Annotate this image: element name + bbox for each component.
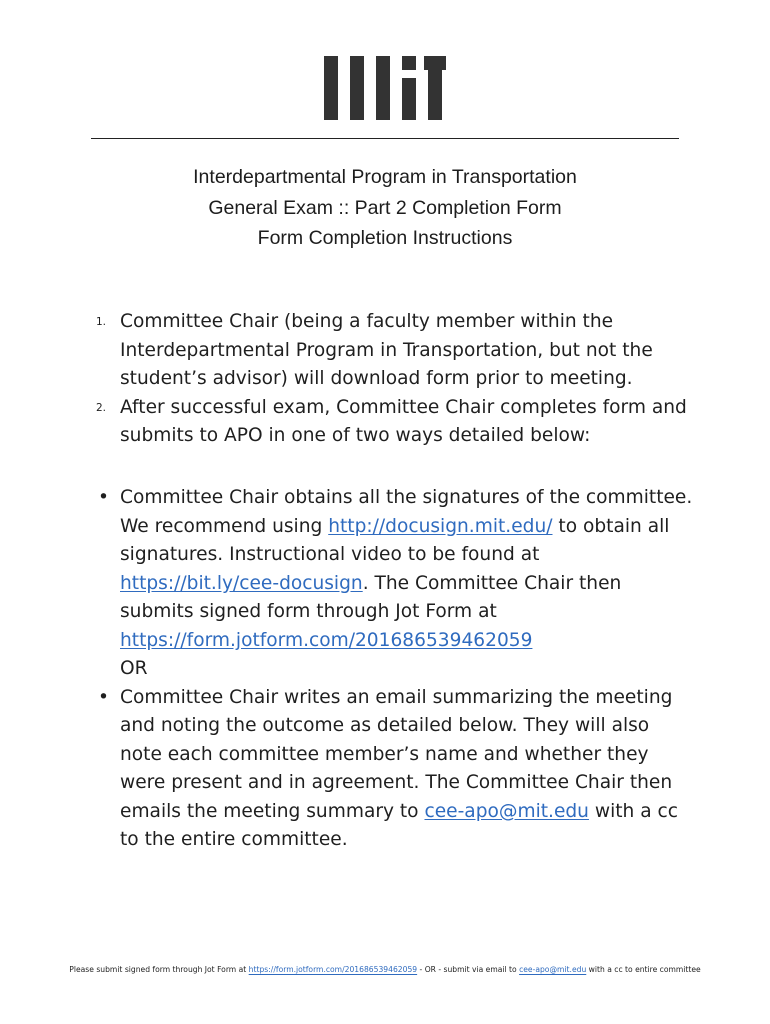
step-item	[96, 308, 676, 394]
step-text-line: Committee Chair (being a faculty member within the	[120, 311, 614, 332]
mit-logo-bar	[324, 56, 338, 120]
mit-logo-bar	[402, 56, 416, 70]
footer-text: - OR - submit via email to	[417, 965, 520, 974]
mit-logo-bar	[350, 56, 364, 120]
option-text-line: and noting the outcome as detailed below. They will also	[120, 715, 650, 736]
mit-logo	[324, 56, 446, 120]
option-text-line: Committee Chair writes an email summarizing the meeting	[120, 686, 673, 708]
option-text-line	[120, 798, 696, 827]
footer-jotform-link[interactable]: https://form.jotform.com/201686539462059	[248, 965, 418, 974]
or-separator: OR	[120, 658, 148, 679]
program-title: Interdepartmental Program in Transportation	[193, 166, 577, 188]
docusign-link[interactable]: http://docusign.mit.edu/	[328, 515, 553, 537]
page-footer	[0, 963, 770, 977]
footer-text: with a cc to entire committee	[586, 965, 701, 974]
option-text-line: to the entire committee.	[120, 829, 348, 850]
footer-email-link[interactable]: cee-apo@mit.edu	[519, 965, 587, 974]
video-link[interactable]: https://bit.ly/cee-docusign	[120, 572, 363, 594]
instructions-title: Form Completion Instructions	[257, 227, 513, 249]
jotform-link[interactable]: https://form.jotform.com/201686539462059	[120, 629, 533, 651]
mit-logo-bar	[376, 56, 390, 120]
option-text-line	[120, 570, 696, 599]
step-text-line: After successful exam, Committee Chair completes form and	[120, 396, 687, 418]
submission-options	[96, 484, 696, 855]
mit-logo-bar	[402, 78, 416, 120]
step-number: 2.	[96, 401, 107, 414]
bullet-icon: •	[98, 686, 109, 708]
option-docusign	[96, 484, 696, 684]
footer-text: Please submit signed form through Jot Form at	[69, 965, 249, 974]
step-item	[96, 394, 687, 451]
step-text-line: Interdepartmental Program in Transportation, but not the	[120, 339, 653, 361]
step-number: 1.	[96, 316, 107, 328]
step-text-line: student’s advisor) will download form prior to meeting.	[120, 368, 633, 389]
mit-logo-bar	[428, 56, 442, 120]
numbered-steps	[96, 308, 687, 451]
form-title: General Exam :: Part 2 Completion Form	[208, 196, 562, 219]
option-text: to obtain all	[552, 515, 670, 537]
bullet-icon: •	[98, 487, 109, 508]
option-text: We recommend using	[120, 515, 329, 537]
option-text-line: were present and in agreement. The Committee Chair then	[120, 772, 673, 793]
step-text-line: submits to APO in one of two ways detailed below:	[120, 425, 591, 446]
option-email	[96, 684, 696, 855]
option-text-line: Committee Chair obtains all the signatures of the committee.	[120, 487, 693, 508]
option-text: . The Committee Chair then	[362, 572, 622, 594]
option-text-line	[120, 513, 696, 542]
option-text: emails the meeting summary to	[120, 800, 425, 822]
option-text-line: submits signed form through Jot Form at	[120, 601, 497, 622]
option-text: with a cc	[588, 800, 678, 822]
email-link[interactable]: cee-apo@mit.edu	[424, 800, 589, 822]
document-titles	[0, 162, 770, 254]
option-text-line: note each committee member’s name and whether they	[120, 743, 649, 765]
header-divider	[91, 138, 679, 139]
option-text-line	[120, 627, 696, 656]
option-text-line: signatures. Instructional video to be found at	[120, 544, 540, 565]
